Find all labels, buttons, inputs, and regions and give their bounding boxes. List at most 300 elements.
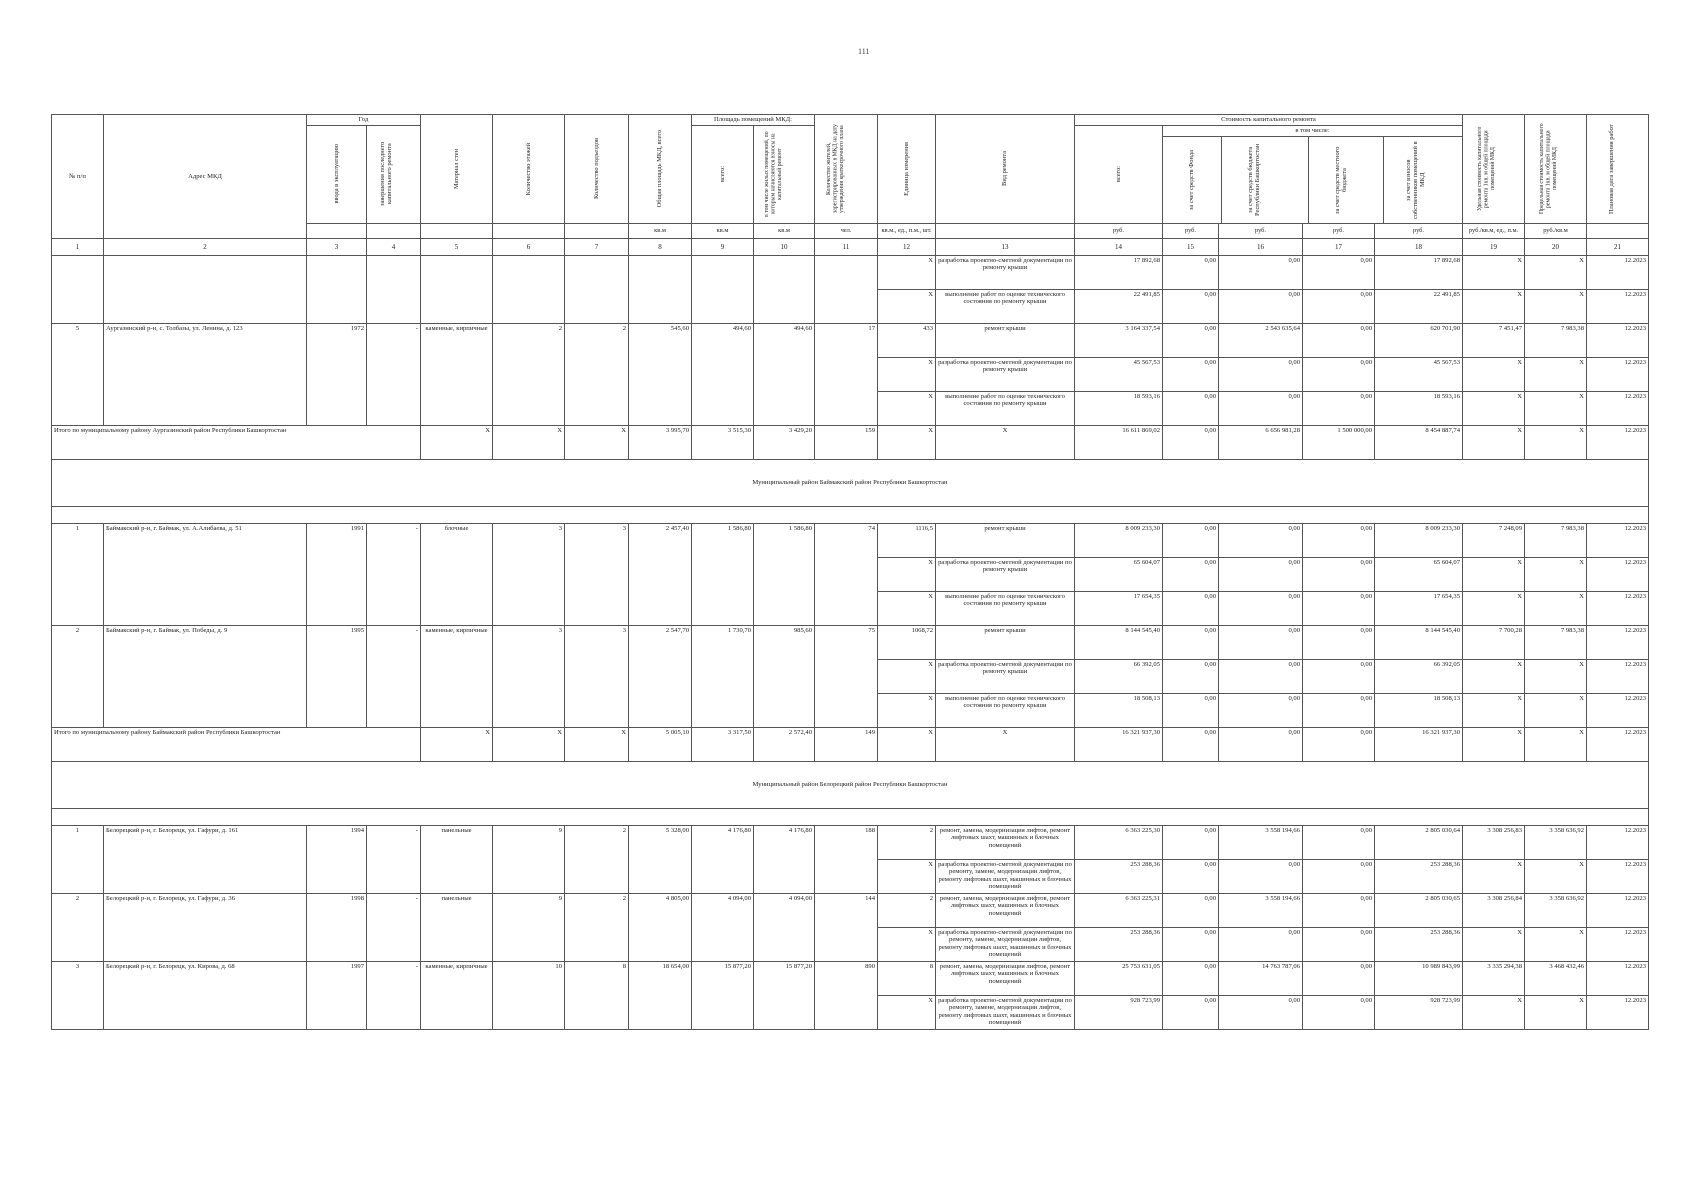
total-label: Итого по муниципальному району Баймакский район Республики Башкортостан — [52, 727, 421, 761]
cost-c15: 0,00 — [1163, 357, 1219, 391]
unit-cell-11: чел. — [815, 223, 878, 238]
building-c8: 2 457,40 — [629, 523, 692, 625]
cost-c21: 12.2023 — [1587, 523, 1649, 557]
empty-cell — [367, 255, 421, 323]
building-c9: 15 877,20 — [692, 961, 754, 1029]
cost-c15: 0,00 — [1163, 659, 1219, 693]
building-c6: 9 — [493, 825, 565, 893]
cost-c20: X — [1525, 927, 1587, 961]
total-c7: X — [565, 727, 629, 761]
cost-c16: 3 558 194,66 — [1219, 893, 1303, 927]
building-c4: - — [367, 893, 421, 961]
column-number-16: 16 — [1219, 238, 1303, 255]
cost-c21: 12.2023 — [1587, 893, 1649, 927]
total-c5: X — [421, 727, 493, 761]
cost-c17: 0,00 — [1303, 961, 1375, 995]
cost-c15: 0,00 — [1163, 255, 1219, 289]
table-body — [52, 115, 1649, 1030]
cost-c17: 0,00 — [1303, 859, 1375, 893]
column-numbers-row — [52, 238, 1649, 255]
header-cell-9 — [692, 125, 754, 223]
cost-c18: 45 567,53 — [1375, 357, 1463, 391]
unit-cell-14: руб. — [1075, 223, 1163, 238]
empty-cell — [307, 255, 367, 323]
building-c7: 3 — [565, 523, 629, 625]
cost-c16: 0,00 — [1219, 557, 1303, 591]
unit-value: X — [878, 289, 936, 323]
header-text-13: Вид ремонта — [1001, 151, 1009, 187]
unit-cell-13 — [936, 223, 1075, 238]
header-cell-12 — [878, 115, 936, 224]
row-number: 3 — [52, 961, 104, 1029]
section-title: Муниципальный район Белорецкий район Республики Башкортостан — [52, 761, 1649, 808]
empty-cell — [629, 255, 692, 323]
cost-c21: 12.2023 — [1587, 255, 1649, 289]
header-text-11: Количество жителей, зарегистрированных в МКД на дату утверждения краткосрочного плана — [826, 124, 845, 214]
total-c19: X — [1463, 727, 1525, 761]
building-c8: 18 654,00 — [629, 961, 692, 1029]
unit-value: X — [878, 659, 936, 693]
building-c11: 75 — [815, 625, 878, 727]
cost-c19: 3 335 294,38 — [1463, 961, 1525, 995]
work-type: выполнение работ по оценке технического состояния по ремонту крыши — [936, 693, 1075, 727]
header-text-19: Удельная стоимость капитального ремонта 1кв. м общей площади помещений МКД — [1476, 126, 1496, 211]
header-text-3: ввода в эксплуатацию — [332, 144, 340, 204]
building-c3: 1991 — [307, 523, 367, 625]
building-c10: 494,60 — [754, 323, 815, 425]
building-c4: - — [367, 961, 421, 1029]
building-c3: 1998 — [307, 893, 367, 961]
header-cell-20 — [1525, 115, 1587, 224]
cost-c15: 0,00 — [1163, 557, 1219, 591]
cost-c19: X — [1463, 859, 1525, 893]
cost-c20: 7 983,38 — [1525, 523, 1587, 557]
building-c6: 10 — [493, 961, 565, 1029]
section-spacer-cell — [52, 808, 1649, 825]
unit-cell-10: кв.м — [754, 223, 815, 238]
row-number: 1 — [52, 825, 104, 893]
building-c8: 4 805,00 — [629, 893, 692, 961]
header-cell-21 — [1587, 115, 1649, 224]
total-c8: 3 995,70 — [629, 425, 692, 459]
unit-value: X — [878, 255, 936, 289]
building-c6: 9 — [493, 893, 565, 961]
building-c9: 1 586,80 — [692, 523, 754, 625]
unit-value: X — [878, 859, 936, 893]
work-type: выполнение работ по оценке технического состояния по ремонту крыши — [936, 391, 1075, 425]
cost-c16: 3 558 194,66 — [1219, 825, 1303, 859]
header-incl-block — [1163, 125, 1463, 223]
row-number: 2 — [52, 893, 104, 961]
total-c9: 3 317,50 — [692, 727, 754, 761]
column-number-10: 10 — [754, 238, 815, 255]
cost-c15: 0,00 — [1163, 825, 1219, 859]
building-c8: 2 547,70 — [629, 625, 692, 727]
total-c6: X — [493, 425, 565, 459]
total-c18: 8 454 887,74 — [1375, 425, 1463, 459]
cost-c17: 0,00 — [1303, 557, 1375, 591]
building-c3: 1972 — [307, 323, 367, 425]
column-number-6: 6 — [493, 238, 565, 255]
total-row — [52, 425, 1649, 459]
cost-c17: 0,00 — [1303, 927, 1375, 961]
column-number-3: 3 — [307, 238, 367, 255]
header-text-4: завершения последнего капитального ремонта — [378, 141, 393, 207]
unit-value: X — [878, 557, 936, 591]
header-area-group: Площадь помещений МКД: — [692, 115, 815, 126]
building-c10: 15 877,20 — [754, 961, 815, 1029]
building-c3: 1994 — [307, 825, 367, 893]
cost-c18: 17 892,68 — [1375, 255, 1463, 289]
cost-c19: X — [1463, 659, 1525, 693]
header-text-16: за счет средств бюджета Республики Башкортостан — [1247, 143, 1262, 216]
unit-cell-8: кв.м — [629, 223, 692, 238]
cost-c15: 0,00 — [1163, 693, 1219, 727]
building-c8: 5 328,00 — [629, 825, 692, 893]
total-c20: X — [1525, 425, 1587, 459]
building-c7: 2 — [565, 825, 629, 893]
work-type: ремонт, замена, модернизация лифтов, ремонт лифтовых шахт, машинных и блочных помещений — [936, 825, 1075, 859]
cost-c14: 66 392,05 — [1075, 659, 1163, 693]
cost-c21: 12.2023 — [1587, 693, 1649, 727]
cost-c15: 0,00 — [1163, 927, 1219, 961]
unit-cell-19: руб./кв.м, ед., п.м. — [1463, 223, 1525, 238]
cost-c18: 253 288,36 — [1375, 859, 1463, 893]
column-number-18: 18 — [1375, 238, 1463, 255]
work-type: разработка проектно-сметной документации по ремонту крыши — [936, 357, 1075, 391]
header-cell-13 — [936, 115, 1075, 224]
total-c17: 1 500 000,00 — [1303, 425, 1375, 459]
cost-c20: 3 468 432,46 — [1525, 961, 1587, 995]
total-c5: X — [421, 425, 493, 459]
cost-c21: 12.2023 — [1587, 357, 1649, 391]
unit-value: 8 — [878, 961, 936, 995]
cost-c15: 0,00 — [1163, 625, 1219, 659]
header-text-6: Количество этажей — [524, 142, 532, 195]
cost-c21: 12.2023 — [1587, 289, 1649, 323]
work-type: ремонт, замена, модернизация лифтов, ремонт лифтовых шахт, машинных и блочных помещений — [936, 961, 1075, 995]
total-label: Итого по муниципальному району Аургазинский район Республики Башкортостан — [52, 425, 421, 459]
table-row — [52, 255, 1649, 289]
work-type: ремонт крыши — [936, 523, 1075, 557]
cost-c19: X — [1463, 357, 1525, 391]
cost-c14: 6 363 225,30 — [1075, 825, 1163, 859]
cost-c14: 928 723,99 — [1075, 995, 1163, 1029]
empty-cell — [104, 255, 307, 323]
column-number-4: 4 — [367, 238, 421, 255]
cost-c14: 18 593,16 — [1075, 391, 1163, 425]
cost-c19: X — [1463, 289, 1525, 323]
total-c14: 16 321 937,30 — [1075, 727, 1163, 761]
building-c6: 2 — [493, 323, 565, 425]
cost-c17: 0,00 — [1303, 893, 1375, 927]
cost-c17: 0,00 — [1303, 693, 1375, 727]
header-year-group: Год — [307, 115, 421, 126]
total-c10: 2 572,40 — [754, 727, 815, 761]
header-text-5: Материал стен — [452, 148, 460, 189]
building-c11: 890 — [815, 961, 878, 1029]
cost-c15: 0,00 — [1163, 961, 1219, 995]
building-c7: 2 — [565, 893, 629, 961]
cost-c18: 10 989 843,99 — [1375, 961, 1463, 995]
unit-cell-17: руб. — [1303, 223, 1375, 238]
cost-c21: 12.2023 — [1587, 625, 1649, 659]
total-c15: 0,00 — [1163, 425, 1219, 459]
header-text-18: за счет взносов собственников помещений в МКД — [1405, 140, 1427, 219]
unit-value: X — [878, 591, 936, 625]
total-c19: X — [1463, 425, 1525, 459]
unit-value: 2 — [878, 825, 936, 859]
empty-cell — [52, 255, 104, 323]
header-text-10: в том числе жилых помещений, по которым начисляются взносы на капитальный ремонт — [764, 131, 783, 217]
unit-cell-9: кв.м — [692, 223, 754, 238]
header-cell-10 — [754, 125, 815, 223]
building-c9: 1 730,70 — [692, 625, 754, 727]
building-c3: 1995 — [307, 625, 367, 727]
total-c7: X — [565, 425, 629, 459]
building-c4: - — [367, 323, 421, 425]
building-c6: 3 — [493, 625, 565, 727]
cost-c16: 0,00 — [1219, 625, 1303, 659]
header-text-20: Предельная стоимость капитального ремонта 1кв. м общей площади помещений МКД — [1538, 123, 1558, 215]
total-c11: 149 — [815, 727, 878, 761]
total-c12: X — [878, 425, 936, 459]
cost-c14: 3 164 337,54 — [1075, 323, 1163, 357]
unit-cell-21 — [1587, 223, 1649, 238]
section-header-row — [52, 459, 1649, 506]
unit-cell-12: кв.м., ед., п.м., шт. — [878, 223, 936, 238]
cost-c16: 2 543 635,64 — [1219, 323, 1303, 357]
unit-cell-15: руб. — [1163, 223, 1219, 238]
cost-c16: 14 763 787,06 — [1219, 961, 1303, 995]
column-number-14: 14 — [1075, 238, 1163, 255]
cost-c18: 620 701,90 — [1375, 323, 1463, 357]
cost-c16: 0,00 — [1219, 591, 1303, 625]
header-incl-group: в том числе: — [1163, 126, 1462, 137]
empty-cell — [421, 255, 493, 323]
cost-c19: 3 308 256,83 — [1463, 825, 1525, 859]
cost-c16: 0,00 — [1219, 357, 1303, 391]
building-c9: 494,60 — [692, 323, 754, 425]
cost-c17: 0,00 — [1303, 323, 1375, 357]
cost-c21: 12.2023 — [1587, 659, 1649, 693]
address: Белорецкий р-н, г. Белорецк, ул. Кирова, д. 68 — [104, 961, 307, 1029]
unit-value: X — [878, 927, 936, 961]
section-spacer-row — [52, 808, 1649, 825]
total-row — [52, 727, 1649, 761]
column-number-13: 13 — [936, 238, 1075, 255]
table-row — [52, 961, 1649, 995]
cost-c20: X — [1525, 289, 1587, 323]
cost-c19: X — [1463, 995, 1525, 1029]
cost-c18: 17 654,35 — [1375, 591, 1463, 625]
cost-c19: X — [1463, 927, 1525, 961]
cost-c18: 22 491,85 — [1375, 289, 1463, 323]
cost-c21: 12.2023 — [1587, 859, 1649, 893]
cost-c15: 0,00 — [1163, 893, 1219, 927]
cost-c17: 0,00 — [1303, 625, 1375, 659]
section-header-row — [52, 761, 1649, 808]
empty-cell — [815, 255, 878, 323]
address: Аургазинский р-н, с. Толбазы, ул. Ленина, д. 123 — [104, 323, 307, 425]
unit-cell-4 — [367, 223, 421, 238]
cost-c21: 12.2023 — [1587, 591, 1649, 625]
cost-c14: 25 753 631,05 — [1075, 961, 1163, 995]
work-type: разработка проектно-сметной документации по ремонту, замене, модернизации лифтов, ремонту лифтовых шахт, машинных и блочных помещений — [936, 927, 1075, 961]
empty-cell — [692, 255, 754, 323]
building-c10: 4 176,80 — [754, 825, 815, 893]
building-c5: каменные, кирпичные — [421, 323, 493, 425]
cost-c17: 0,00 — [1303, 289, 1375, 323]
page-number: 111 — [858, 47, 870, 56]
header-text-14: всего: — [1114, 165, 1122, 183]
work-type: разработка проектно-сметной документации по ремонту, замене, модернизации лифтов, ремонту лифтовых шахт, машинных и блочных помещений — [936, 859, 1075, 893]
building-c9: 4 176,80 — [692, 825, 754, 893]
cost-c18: 65 604,07 — [1375, 557, 1463, 591]
column-number-5: 5 — [421, 238, 493, 255]
building-c10: 1 586,80 — [754, 523, 815, 625]
cost-c19: X — [1463, 391, 1525, 425]
unit-value: 433 — [878, 323, 936, 357]
cost-c17: 0,00 — [1303, 591, 1375, 625]
work-type: ремонт, замена, модернизация лифтов, ремонт лифтовых шахт, машинных и блочных помещений — [936, 893, 1075, 927]
header-cell-6 — [493, 115, 565, 224]
header-text-8: Общая площадь МКД, всего — [656, 130, 664, 208]
cost-c16: 0,00 — [1219, 523, 1303, 557]
cost-c20: 3 358 636,92 — [1525, 825, 1587, 859]
header-cost-group: Стоимость капитального ремонта — [1075, 115, 1463, 126]
cost-c21: 12.2023 — [1587, 825, 1649, 859]
cost-c14: 17 892,68 — [1075, 255, 1163, 289]
work-type: выполнение работ по оценке технического состояния по ремонту крыши — [936, 289, 1075, 323]
cost-c19: 7 700,28 — [1463, 625, 1525, 659]
header-cell-11 — [815, 115, 878, 224]
empty-cell — [493, 255, 565, 323]
header-cell-2: Адрес МКД — [104, 115, 307, 239]
capital-repair-plan-table — [51, 114, 1649, 1030]
building-c10: 4 094,00 — [754, 893, 815, 961]
work-type: выполнение работ по оценке технического состояния по ремонту крыши — [936, 591, 1075, 625]
building-c5: блочные — [421, 523, 493, 625]
unit-value: 1068,72 — [878, 625, 936, 659]
cost-c19: 3 308 256,84 — [1463, 893, 1525, 927]
cost-c14: 18 508,13 — [1075, 693, 1163, 727]
building-c4: - — [367, 625, 421, 727]
total-c9: 3 515,30 — [692, 425, 754, 459]
cost-c16: 0,00 — [1219, 927, 1303, 961]
building-c7: 3 — [565, 625, 629, 727]
cost-c16: 0,00 — [1219, 995, 1303, 1029]
building-c6: 3 — [493, 523, 565, 625]
unit-cell-18: руб. — [1375, 223, 1463, 238]
header-text-17: за счет средств местного бюджета — [1334, 145, 1349, 214]
header-cell-8 — [629, 115, 692, 224]
cost-c16: 0,00 — [1219, 859, 1303, 893]
cost-c14: 17 654,35 — [1075, 591, 1163, 625]
cost-c18: 2 805 030,65 — [1375, 893, 1463, 927]
cost-c15: 0,00 — [1163, 391, 1219, 425]
cost-c19: X — [1463, 557, 1525, 591]
total-c8: 5 005,10 — [629, 727, 692, 761]
unit-value: X — [878, 357, 936, 391]
unit-value: X — [878, 995, 936, 1029]
unit-value: X — [878, 693, 936, 727]
cost-c15: 0,00 — [1163, 859, 1219, 893]
cost-c18: 8 144 545,40 — [1375, 625, 1463, 659]
column-number-8: 8 — [629, 238, 692, 255]
cost-c20: X — [1525, 255, 1587, 289]
cost-c16: 0,00 — [1219, 289, 1303, 323]
total-c11: 159 — [815, 425, 878, 459]
cost-c18: 66 392,05 — [1375, 659, 1463, 693]
header-cell-19 — [1463, 115, 1525, 224]
building-c5: каменные, кирпичные — [421, 961, 493, 1029]
total-c14: 16 611 869,02 — [1075, 425, 1163, 459]
cost-c16: 0,00 — [1219, 391, 1303, 425]
column-number-7: 7 — [565, 238, 629, 255]
unit-cell-6 — [493, 223, 565, 238]
cost-c17: 0,00 — [1303, 357, 1375, 391]
work-type: ремонт крыши — [936, 323, 1075, 357]
cost-c14: 253 288,36 — [1075, 927, 1163, 961]
table-row — [52, 825, 1649, 859]
total-c21: 12.2023 — [1587, 727, 1649, 761]
building-c5: панельные — [421, 825, 493, 893]
cost-c21: 12.2023 — [1587, 995, 1649, 1029]
unit-cell-5 — [421, 223, 493, 238]
column-number-17: 17 — [1303, 238, 1375, 255]
cost-c20: X — [1525, 591, 1587, 625]
building-c11: 17 — [815, 323, 878, 425]
cost-c18: 2 805 030,64 — [1375, 825, 1463, 859]
cost-c21: 12.2023 — [1587, 927, 1649, 961]
cost-c16: 0,00 — [1219, 693, 1303, 727]
column-number-15: 15 — [1163, 238, 1219, 255]
building-c11: 144 — [815, 893, 878, 961]
cost-c14: 45 567,53 — [1075, 357, 1163, 391]
cost-c15: 0,00 — [1163, 591, 1219, 625]
cost-c17: 0,00 — [1303, 825, 1375, 859]
empty-cell — [754, 255, 815, 323]
header-cell-18 — [1384, 137, 1462, 223]
address: Баймакский р-н, г. Баймак, ул. А.Алибаева, д. 51 — [104, 523, 307, 625]
building-c7: 2 — [565, 323, 629, 425]
total-c20: X — [1525, 727, 1587, 761]
cost-c15: 0,00 — [1163, 995, 1219, 1029]
cost-c19: X — [1463, 255, 1525, 289]
cost-c17: 0,00 — [1303, 391, 1375, 425]
unit-cell-16: руб. — [1219, 223, 1303, 238]
cost-c17: 0,00 — [1303, 255, 1375, 289]
empty-cell — [565, 255, 629, 323]
cost-c19: 7 451,47 — [1463, 323, 1525, 357]
building-c8: 545,60 — [629, 323, 692, 425]
header-cell-7 — [565, 115, 629, 224]
unit-cell-7 — [565, 223, 629, 238]
total-c13: X — [936, 425, 1075, 459]
header-cell-5 — [421, 115, 493, 224]
cost-c18: 8 009 233,30 — [1375, 523, 1463, 557]
building-c3: 1997 — [307, 961, 367, 1029]
header-cell-1: № п/п — [52, 115, 104, 239]
cost-c18: 18 593,16 — [1375, 391, 1463, 425]
total-c13: X — [936, 727, 1075, 761]
unit-cell-20: руб./кв.м — [1525, 223, 1587, 238]
address: Баймакский р-н, г. Баймак, ул. Победы, д. 9 — [104, 625, 307, 727]
cost-c20: X — [1525, 391, 1587, 425]
building-c4: - — [367, 523, 421, 625]
row-number: 2 — [52, 625, 104, 727]
